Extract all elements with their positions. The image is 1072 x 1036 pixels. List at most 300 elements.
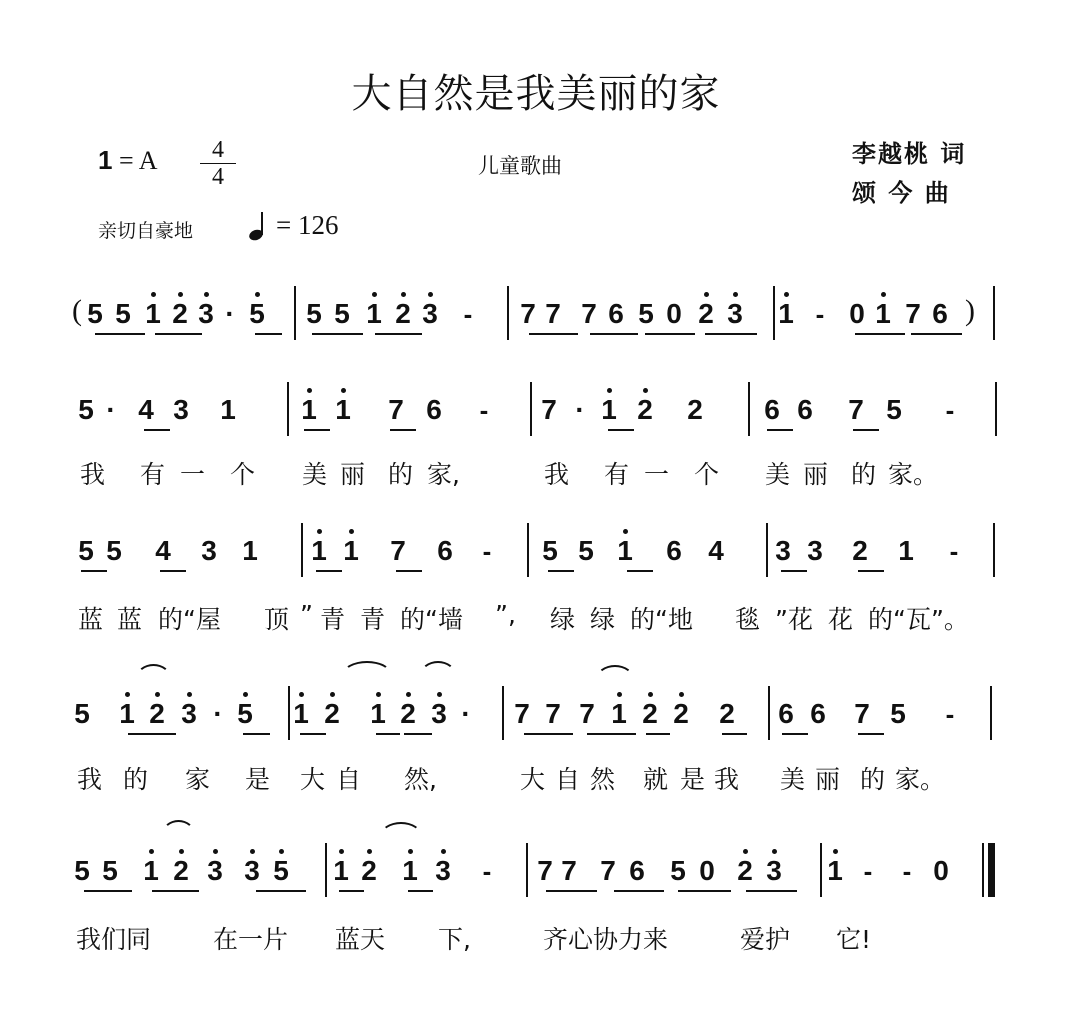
- beam-underline: [390, 429, 416, 431]
- octave-up-dot: [339, 849, 344, 854]
- lyric-text: 顶: [264, 605, 290, 634]
- note-6: 6: [629, 855, 645, 886]
- beam-underline: [587, 733, 636, 735]
- note-7: 7: [545, 298, 561, 329]
- barline: [530, 382, 532, 436]
- lyric-text: 绿: [590, 605, 616, 634]
- note-6: 6: [666, 535, 682, 566]
- octave-up-dot: [213, 849, 218, 854]
- octave-up-dot: [743, 849, 748, 854]
- note-1: 1: [333, 855, 349, 886]
- lyric-text: 家: [185, 765, 211, 794]
- note-5: 5: [578, 535, 594, 566]
- note-7: 7: [854, 698, 870, 729]
- note-2: 2: [719, 698, 735, 729]
- barline: [768, 686, 770, 740]
- note-2: 2: [400, 698, 416, 729]
- beam-underline: [746, 890, 797, 892]
- augmentation-dot: ·: [575, 394, 585, 425]
- barline: [507, 286, 509, 340]
- note-7: 7: [905, 298, 921, 329]
- note-6: 6: [797, 394, 813, 425]
- barline: [527, 523, 529, 577]
- song-title: 大自然是我美丽的家: [351, 71, 721, 117]
- beam-underline: [858, 733, 884, 735]
- sustain-dash: -: [463, 299, 473, 329]
- octave-up-dot: [307, 388, 312, 393]
- sustain-dash: -: [902, 856, 912, 886]
- beam-underline: [81, 570, 107, 572]
- lyric-text: 爱护: [740, 925, 791, 954]
- sustain-dash: -: [482, 856, 492, 886]
- lyric-text: 丽: [803, 460, 829, 489]
- note-7: 7: [600, 855, 616, 886]
- lyric-text: 大: [300, 765, 326, 794]
- slur-arc: [162, 820, 195, 834]
- sustain-dash: -: [863, 856, 873, 886]
- note-5: 5: [74, 698, 90, 729]
- note-2: 2: [687, 394, 703, 425]
- barline: [288, 686, 290, 740]
- octave-up-dot: [330, 692, 335, 697]
- lyric-text: 我们同: [76, 925, 152, 954]
- note-3: 3: [807, 535, 823, 566]
- lyric-text: 我: [77, 765, 103, 794]
- note-7: 7: [520, 298, 536, 329]
- beam-underline: [144, 429, 170, 431]
- note-3: 3: [431, 698, 447, 729]
- note-2: 2: [149, 698, 165, 729]
- lyric-text: 我: [544, 460, 570, 489]
- note-2: 2: [173, 855, 189, 886]
- beam-underline: [408, 890, 433, 892]
- note-5: 5: [334, 298, 350, 329]
- note-6: 6: [764, 394, 780, 425]
- barline: [301, 523, 303, 577]
- note-2: 2: [395, 298, 411, 329]
- lyric-text: 的“屋: [158, 605, 221, 634]
- note-6: 6: [426, 394, 442, 425]
- note-7: 7: [581, 298, 597, 329]
- beam-underline: [152, 890, 199, 892]
- note-0: 0: [849, 298, 865, 329]
- barline: [820, 843, 822, 897]
- octave-up-dot: [151, 292, 156, 297]
- note-1: 1: [293, 698, 309, 729]
- note-1: 1: [343, 535, 359, 566]
- note-6: 6: [932, 298, 948, 329]
- note-5: 5: [273, 855, 289, 886]
- open-parenthesis: (: [72, 294, 82, 327]
- octave-up-dot: [784, 292, 789, 297]
- lyric-text: 然: [590, 765, 616, 794]
- note-1: 1: [611, 698, 627, 729]
- genre-label: 儿童歌曲: [478, 154, 562, 178]
- note-5: 5: [87, 298, 103, 329]
- octave-up-dot: [204, 292, 209, 297]
- beam-underline: [678, 890, 731, 892]
- beam-underline: [705, 333, 757, 335]
- octave-up-dot: [401, 292, 406, 297]
- beam-underline: [256, 890, 306, 892]
- lyric-text: 蓝: [78, 605, 104, 634]
- beam-underline: [646, 733, 670, 735]
- beam-underline: [255, 333, 282, 335]
- lyric-text: 大: [520, 765, 546, 794]
- beam-underline: [160, 570, 186, 572]
- beam-underline: [155, 333, 202, 335]
- octave-up-dot: [617, 692, 622, 697]
- lyric-text: ”,: [495, 600, 516, 629]
- octave-up-dot: [428, 292, 433, 297]
- note-3: 3: [244, 855, 260, 886]
- note-3: 3: [201, 535, 217, 566]
- octave-up-dot: [704, 292, 709, 297]
- note-1: 1: [370, 698, 386, 729]
- beam-underline: [316, 570, 342, 572]
- note-5: 5: [670, 855, 686, 886]
- octave-up-dot: [155, 692, 160, 697]
- final-barline-thin: [982, 843, 984, 897]
- note-1: 1: [366, 298, 382, 329]
- barline: [993, 286, 995, 340]
- lyric-text: 家。: [895, 765, 946, 794]
- lyric-text: 蓝: [117, 605, 143, 634]
- lyric-text: 在一片: [213, 925, 289, 954]
- sustain-dash: -: [479, 395, 489, 425]
- note-3: 3: [198, 298, 214, 329]
- note-2: 2: [324, 698, 340, 729]
- beam-underline: [722, 733, 747, 735]
- lyric-text: 一: [644, 460, 670, 489]
- time-signature-bottom: 4: [212, 164, 224, 190]
- note-1: 1: [827, 855, 843, 886]
- note-7: 7: [390, 535, 406, 566]
- note-7: 7: [388, 394, 404, 425]
- beam-underline: [608, 429, 634, 431]
- lyric-text: 花: [828, 605, 854, 634]
- note-2: 2: [698, 298, 714, 329]
- lyric-text: 我: [714, 765, 740, 794]
- lyric-text: 是: [680, 765, 706, 794]
- lyric-text: 就: [643, 765, 669, 794]
- barline: [526, 843, 528, 897]
- slur-arc: [420, 661, 456, 675]
- octave-up-dot: [408, 849, 413, 854]
- note-5: 5: [306, 298, 322, 329]
- note-3: 3: [422, 298, 438, 329]
- beam-underline: [404, 733, 432, 735]
- lyric-text: 青: [320, 605, 346, 634]
- lyric-text: 丽: [815, 765, 841, 794]
- note-7: 7: [579, 698, 595, 729]
- lyric-text: 的: [123, 765, 149, 794]
- beam-underline: [911, 333, 962, 335]
- lyric-text: 美: [302, 460, 328, 489]
- beam-underline: [858, 570, 884, 572]
- beam-underline: [548, 570, 574, 572]
- lyric-text: 绿: [550, 605, 576, 634]
- lyric-text: 齐心协力来: [543, 925, 669, 954]
- composer-credit: 颂 今 曲: [852, 178, 951, 207]
- lyric-text: 毯: [735, 605, 761, 634]
- beam-underline: [243, 733, 270, 735]
- note-3: 3: [207, 855, 223, 886]
- note-1: 1: [119, 698, 135, 729]
- note-3: 3: [173, 394, 189, 425]
- beam-underline: [590, 333, 638, 335]
- slur-arc: [380, 822, 422, 836]
- beam-underline: [396, 570, 422, 572]
- beam-underline: [84, 890, 132, 892]
- beam-underline: [546, 890, 597, 892]
- slur-arc: [342, 661, 392, 675]
- note-1: 1: [242, 535, 258, 566]
- note-5: 5: [78, 535, 94, 566]
- note-5: 5: [78, 394, 94, 425]
- note-5: 5: [886, 394, 902, 425]
- octave-up-dot: [317, 529, 322, 534]
- octave-up-dot: [679, 692, 684, 697]
- note-5: 5: [106, 535, 122, 566]
- beam-underline: [614, 890, 664, 892]
- sustain-dash: -: [945, 699, 955, 729]
- barline: [993, 523, 995, 577]
- note-1: 1: [143, 855, 159, 886]
- close-parenthesis: ): [965, 294, 975, 327]
- barline: [766, 523, 768, 577]
- octave-up-dot: [733, 292, 738, 297]
- beam-underline: [128, 733, 176, 735]
- final-barline-thick: [988, 843, 995, 897]
- beam-underline: [853, 429, 879, 431]
- note-3: 3: [181, 698, 197, 729]
- note-0: 0: [666, 298, 682, 329]
- octave-up-dot: [149, 849, 154, 854]
- lyric-text: 蓝天: [335, 925, 386, 954]
- note-7: 7: [848, 394, 864, 425]
- octave-up-dot: [441, 849, 446, 854]
- note-2: 2: [673, 698, 689, 729]
- lyric-text: 的“墙: [400, 605, 463, 634]
- lyric-text: 它!: [836, 925, 872, 954]
- beam-underline: [767, 429, 793, 431]
- octave-up-dot: [376, 692, 381, 697]
- note-7: 7: [537, 855, 553, 886]
- note-1: 1: [220, 394, 236, 425]
- octave-up-dot: [437, 692, 442, 697]
- note-4: 4: [138, 394, 154, 425]
- expression-marking: 亲切自豪地: [98, 220, 194, 242]
- note-7: 7: [545, 698, 561, 729]
- note-3: 3: [727, 298, 743, 329]
- note-1: 1: [402, 855, 418, 886]
- octave-up-dot: [250, 849, 255, 854]
- beam-underline: [95, 333, 145, 335]
- note-2: 2: [642, 698, 658, 729]
- note-1: 1: [145, 298, 161, 329]
- barline: [773, 286, 775, 340]
- beam-underline: [312, 333, 363, 335]
- lyric-text: 然,: [404, 765, 437, 794]
- note-5: 5: [74, 855, 90, 886]
- lyric-text: 美: [765, 460, 791, 489]
- note-1: 1: [875, 298, 891, 329]
- note-1: 1: [301, 394, 317, 425]
- barline: [502, 686, 504, 740]
- octave-up-dot: [372, 292, 377, 297]
- lyric-text: 一: [180, 460, 206, 489]
- octave-up-dot: [881, 292, 886, 297]
- sustain-dash: -: [482, 536, 492, 566]
- beam-underline: [524, 733, 573, 735]
- octave-up-dot: [299, 692, 304, 697]
- note-2: 2: [737, 855, 753, 886]
- lyric-text: 的: [851, 460, 877, 489]
- lyric-text: 有: [604, 460, 630, 489]
- lyric-text: 的: [388, 460, 414, 489]
- beam-underline: [304, 429, 330, 431]
- note-5: 5: [638, 298, 654, 329]
- barline: [748, 382, 750, 436]
- lyric-text: 我: [80, 460, 106, 489]
- key-name: = A: [112, 146, 158, 175]
- slur-arc: [596, 665, 634, 679]
- lyric-text: 自: [555, 765, 581, 794]
- lyric-text: ”花: [775, 605, 813, 634]
- octave-up-dot: [367, 849, 372, 854]
- barline: [325, 843, 327, 897]
- note-4: 4: [155, 535, 171, 566]
- octave-up-dot: [179, 849, 184, 854]
- lyric-text: 的: [860, 765, 886, 794]
- beam-underline: [645, 333, 695, 335]
- note-5: 5: [542, 535, 558, 566]
- beam-underline: [855, 333, 905, 335]
- augmentation-dot: ·: [106, 394, 116, 425]
- octave-up-dot: [187, 692, 192, 697]
- barline: [995, 382, 997, 436]
- note-3: 3: [775, 535, 791, 566]
- augmentation-dot: ·: [213, 698, 223, 729]
- octave-up-dot: [178, 292, 183, 297]
- sustain-dash: -: [815, 299, 825, 329]
- octave-up-dot: [279, 849, 284, 854]
- beam-underline: [376, 733, 400, 735]
- note-6: 6: [437, 535, 453, 566]
- note-2: 2: [361, 855, 377, 886]
- barline: [294, 286, 296, 340]
- lyric-text: 家,: [427, 460, 460, 489]
- octave-up-dot: [648, 692, 653, 697]
- note-6: 6: [810, 698, 826, 729]
- beam-underline: [627, 570, 653, 572]
- octave-up-dot: [349, 529, 354, 534]
- augmentation-dot: ·: [225, 298, 235, 329]
- note-1: 1: [898, 535, 914, 566]
- lyric-text: 个: [230, 460, 256, 489]
- lyric-text: ”: [300, 600, 313, 629]
- octave-up-dot: [623, 529, 628, 534]
- octave-up-dot: [833, 849, 838, 854]
- slur-arc: [136, 664, 171, 678]
- note-1: 1: [335, 394, 351, 425]
- lyric-text: 丽: [340, 460, 366, 489]
- lyric-text: 美: [780, 765, 806, 794]
- lyric-text: 的“地: [630, 605, 693, 634]
- note-0: 0: [933, 855, 949, 886]
- quarter-note-icon: [248, 210, 270, 246]
- octave-up-dot: [243, 692, 248, 697]
- key-tonic: 1: [98, 145, 113, 175]
- lyric-text: 青: [360, 605, 386, 634]
- sustain-dash: -: [945, 395, 955, 425]
- note-1: 1: [778, 298, 794, 329]
- beam-underline: [529, 333, 578, 335]
- octave-up-dot: [255, 292, 260, 297]
- note-6: 6: [778, 698, 794, 729]
- note-2: 2: [637, 394, 653, 425]
- lyric-text: 有: [140, 460, 166, 489]
- time-signature: [200, 138, 236, 189]
- lyric-text: 是: [245, 765, 271, 794]
- beam-underline: [375, 333, 422, 335]
- note-1: 1: [311, 535, 327, 566]
- sustain-dash: -: [949, 536, 959, 566]
- note-5: 5: [249, 298, 265, 329]
- lyric-text: 自: [336, 765, 362, 794]
- octave-up-dot: [341, 388, 346, 393]
- note-5: 5: [115, 298, 131, 329]
- note-7: 7: [541, 394, 557, 425]
- note-7: 7: [561, 855, 577, 886]
- beam-underline: [782, 733, 808, 735]
- octave-up-dot: [772, 849, 777, 854]
- note-6: 6: [608, 298, 624, 329]
- time-signature-top: 4: [212, 137, 224, 163]
- beam-underline: [781, 570, 807, 572]
- augmentation-dot: ·: [461, 698, 471, 729]
- beam-underline: [300, 733, 326, 735]
- barline: [287, 382, 289, 436]
- key-signature: [98, 145, 157, 176]
- note-5: 5: [237, 698, 253, 729]
- lyric-text: 的“瓦”。: [868, 605, 969, 634]
- note-5: 5: [102, 855, 118, 886]
- octave-up-dot: [607, 388, 612, 393]
- note-1: 1: [601, 394, 617, 425]
- octave-up-dot: [406, 692, 411, 697]
- note-4: 4: [708, 535, 724, 566]
- tempo-value: = 126: [276, 210, 339, 240]
- note-0: 0: [699, 855, 715, 886]
- note-2: 2: [172, 298, 188, 329]
- beam-underline: [339, 890, 364, 892]
- octave-up-dot: [643, 388, 648, 393]
- lyric-text: 下,: [438, 925, 471, 954]
- lyricist-credit: 李越桃 词: [852, 139, 967, 168]
- note-3: 3: [766, 855, 782, 886]
- octave-up-dot: [125, 692, 130, 697]
- lyric-text: 家。: [888, 460, 939, 489]
- note-7: 7: [514, 698, 530, 729]
- lyric-text: 个: [694, 460, 720, 489]
- note-5: 5: [890, 698, 906, 729]
- barline: [990, 686, 992, 740]
- note-3: 3: [435, 855, 451, 886]
- note-2: 2: [852, 535, 868, 566]
- note-1: 1: [617, 535, 633, 566]
